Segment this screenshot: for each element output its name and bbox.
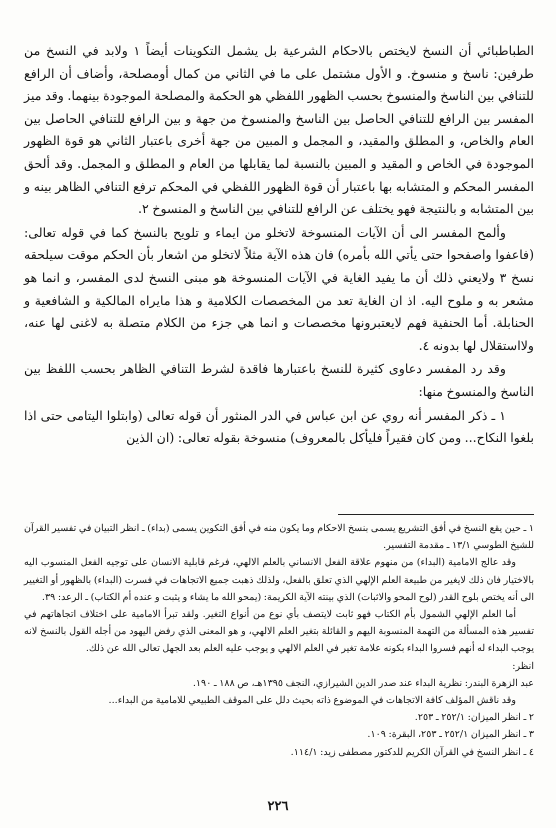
footnote-1: ١ ـ حين يقع النسخ في أفق التشريع يسمى بنسخ الاحكام وما يكون منه في أفق التكوين يسمى (بداء) ـ انظر التبيان في تفسير القرآن للشيخ الطوسي ١٣/١ ـ مقدمة التفسير. xyxy=(24,523,534,552)
footnote-4: ٤ ـ انظر النسخ في القرآن الكريم للدكتور مصطفى زيد: ١١٤/١. xyxy=(290,746,534,758)
paragraph-1: الطباطبائي أن النسخ لايختص بالاحكام الشرعية بل يشمل التكوينات أيضاً ١ ولابد في النسخ من طرفين: ناسخ و منسوخ. و الأول مشتمل على ما في الثاني من كمال أومصلحة، وأضاف أن الرافع للتنافي بين الناسخ والمنسوخ بحسب الظهور اللفظي هو الحكمة والمصلحة الموجودة بينهما. وقد ميز المفسر بين الرافع للتنافي الحاصل بين الناسخ والمنسوخ من جهة و بين الرافع للتنافي الحاصل بين العام والخاص، و المطلق والمقيد، و المجمل و المبين من جهة أخرى باعتبار الثاني هو قوة الظهور الموجودة في الخاص و المقيد و المبين بالنسبة لما يقابلها من العام و المطلق و المجمل. وقد ألحق المفسر المحكم و المتشابه بها باعتبار أن قوة الظهور اللفظي في المحكم ترفع التنافي الظاهر بينه و بين المتشابه و بالنتيجة فهو يختلف عن الرافع للتنافي بين الناسخ و المنسوخ ٢. xyxy=(24,43,534,217)
footnote-divider xyxy=(338,514,534,515)
paragraph-2: وألمح المفسر الى أن الآيات المنسوخة لاتخلو من ايماء و تلويح بالنسخ كما في قوله تعالى: (فاعفوا واصفحوا حتى يأتي الله بأمره) فان هذه الآية مثلاً لاتخلو من اشعار بأن الحكم موقت سيلحقه نسخ ٣ ولايعني ذلك أن ما يفيد الغاية في الآيات المنسوخة هو مبنى النسخ لدى المفسر، و انما هو مشعر به و ملوح اليه. اذ ان الغاية تعد من المخصصات الكلامية و هذا مايراه المالكية و الشافعية و الحنابلة. أما الحنفية فهم لايعتبرونها مخصصات و انما هي جزء من الكلام متصلة به لاغنى لها عنه، ولااستقلال لها بدونه ٤. xyxy=(24,224,534,353)
paragraph-3: وقد رد المفسر دعاوى كثيرة للنسخ باعتبارها فاقدة لشرط التنافي الظاهر بحسب اللفظ بين الناسخ والمنسوخ منها: xyxy=(24,361,534,399)
footnote-1-cont-b: أما العلم الإلهي الشمول بأم الكتاب فهو ثابت لايتصف بأي نوع من أنواع التغير. ولقد تبرأ الامامية على اختلاف اتجاهاتهم في تفسير هذه المسألة من التهمة المنسوبة اليهم و القائلة بتغير العلم الالهي، و هو المعنى الذي رفض اليهود من أجله القول بالنسخ لانه يوجب البداء له أنهم فسروا البداء بكونه علامة تغير في العلم الالهي و يوجب عليه العلم بعد الجهل تعالى الله عن ذلك. xyxy=(24,609,534,655)
footnote-3: ٣ ـ انظر الميزان ٢٥٢/١ ـ ٢٥٣، البقرة: ١٠٩. xyxy=(367,729,534,741)
main-text xyxy=(24,40,534,450)
footnote-1-cont-a: وقد عالج الامامية (البداء) من منهوم علاقة الفعل الانساني بالعلم الالهي، فرغم قابلية الانسان على توجيه الفعل المنسوب اليه بالاختيار فان ذلك لايغير من طبيعة العلم الإلهي الذي تعلق بالفعل، ولذلك ذهبت جميع الاتجاهات في فسرت (البداء) بالظهور أو التغيير الى أنه يختص بلوح القدر (لوح المحو والاثبات) الذي بينته الآية الكريمة: (يمحو الله ما يشاء و يثبت و عنده أم الكتاب) ـ الرعد: ٣٩. xyxy=(24,557,534,603)
footnote-2: ٢ ـ انظر الميزان: ٢٥٢/١ ـ ٢٥٣. xyxy=(414,712,534,724)
page xyxy=(24,40,534,828)
footnotes xyxy=(24,520,534,761)
footnote-see-label: انظر: xyxy=(512,660,534,672)
paragraph-4: ١ ـ ذكر المفسر أنه روي عن ابن عباس في الدر المنثور أن قوله تعالى (وابتلوا اليتامى حتى اذا بلغوا النكاح... ومن كان فقيراً فليأكل بالمعروف) منسوخة بقوله تعالى: (ان الذين xyxy=(24,407,534,446)
page-number: ٢٢٦ xyxy=(267,799,289,814)
footnote-note: وقد ناقش المؤلف كافة الاتجاهات في الموضوع ذاته بحيث دلل على الموقف الطبيعي للامامية من البداء... xyxy=(108,695,516,707)
footnote-reference: عبد الزهرة البندر: نظرية البداء عند صدر الدين الشيرازي، النجف ١٣٩٥هـ، ص ١٨٨ ـ ١٩٠. xyxy=(192,677,534,689)
